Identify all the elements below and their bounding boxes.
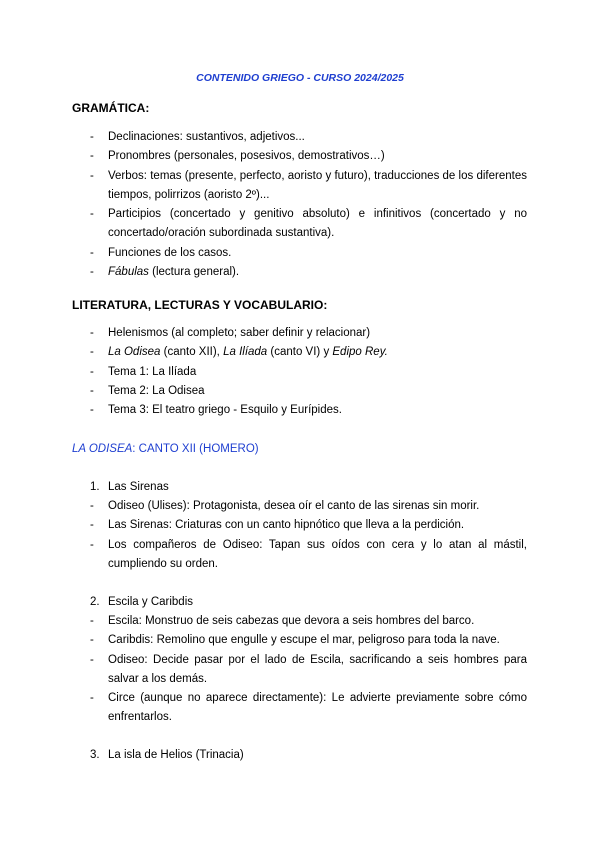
section-number: 1. xyxy=(90,481,100,493)
literatura-list xyxy=(0,324,527,420)
list-item: - Escila: Monstruo de seis cabezas que devora a seis hombres del barco. xyxy=(90,615,475,627)
document-title: CONTENIDO GRIEGO - CURSO 2024/2025 xyxy=(196,72,404,84)
section-title: La isla de Helios (Trinacia) xyxy=(108,749,244,761)
sirenas-list xyxy=(0,497,527,574)
list-item: - Odiseo (Ulises): Protagonista, desea oír el canto de las sirenas sin morir. xyxy=(90,500,480,512)
list-item: - Caribdis: Remolino que engulle y escupe el mar, peligroso para toda la nave. xyxy=(90,634,500,647)
list-item: - Pronombres (personales, posesivos, demostrativos…) xyxy=(90,150,385,163)
list-item: - Tema 2: La Odisea xyxy=(90,384,205,397)
list-item: - Circe (aunque no aparece directamente): Le advierte previamente sobre cómo enfrentarlos. xyxy=(90,692,527,724)
gramatica-list xyxy=(0,128,527,282)
list-item: - Fábulas (lectura general). xyxy=(90,266,240,279)
list-item: - Verbos: temas (presente, perfecto, aoristo y futuro), traducciones de los diferentes tiempos, polirrizos (aoristo 2º)... xyxy=(90,169,527,201)
section-number: 2. xyxy=(90,596,100,608)
gramatica-heading: GRAMÁTICA: xyxy=(72,101,150,115)
list-item: - Tema 3: El teatro griego - Esquilo y Eurípides. xyxy=(90,404,342,417)
section-title: Las Sirenas xyxy=(108,481,169,493)
list-item: - Los compañeros de Odiseo: Tapan sus oídos con cera y lo atan al mástil, cumpliendo su orden. xyxy=(90,538,527,570)
list-item: - Declinaciones: sustantivos, adjetivos... xyxy=(90,131,305,143)
list-item: - Tema 1: La Ilíada xyxy=(90,365,197,378)
section-number: 3. xyxy=(90,749,100,761)
escila-list xyxy=(0,612,527,728)
list-item: - Odiseo: Decide pasar por el lado de Escila, sacrificando a seis hombres para salvar a los demás. xyxy=(90,653,527,685)
list-item: - La Odisea (canto XII), La Ilíada (canto VI) y Edipo Rey. xyxy=(90,346,388,359)
list-item: - Helenismos (al completo; saber definir y relacionar) xyxy=(90,327,371,339)
list-item: - Funciones de los casos. xyxy=(90,246,232,259)
list-item: - Participios (concertado y genitivo absoluto) e infinitivos (concertado y no concertado/oración subordinada sustantiva). xyxy=(90,208,527,240)
section-title: Escila y Caribdis xyxy=(108,596,193,608)
odisea-heading: LA ODISEA: CANTO XII (HOMERO) xyxy=(72,443,259,455)
list-item: - Las Sirenas: Criaturas con un canto hipnótico que lleva a la perdición. xyxy=(90,519,465,532)
literatura-heading: LITERATURA, LECTURAS Y VOCABULARIO: xyxy=(72,298,328,312)
